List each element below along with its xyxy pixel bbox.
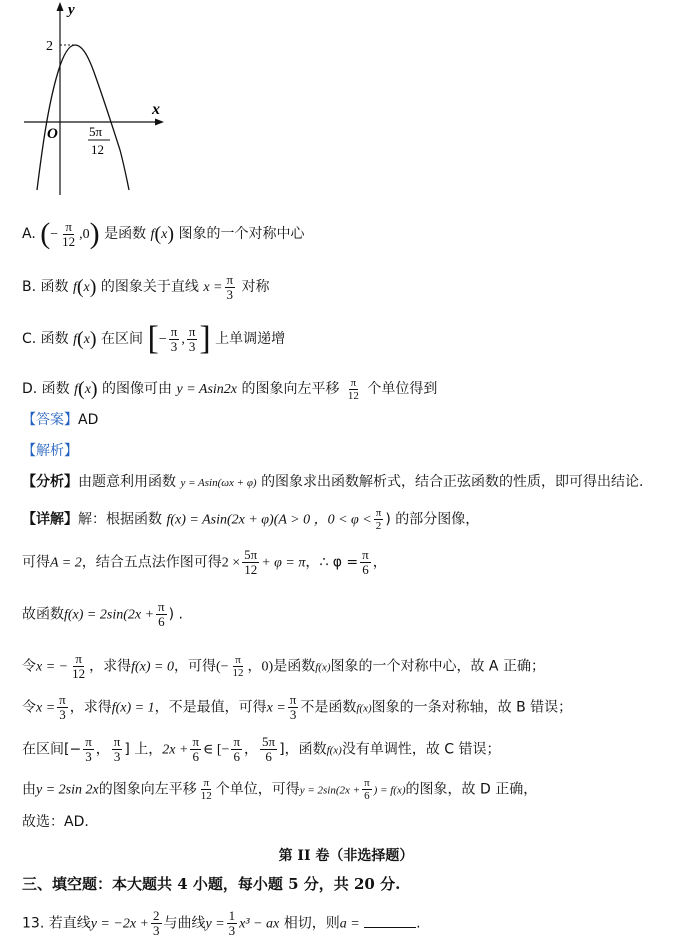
line-D: 由y = 2sin 2x的图象向左平移 $\frac{\pi}{12}$ 个单位，可得y = 2sin(2x + $\frac{\pi}{6}$ ) = f(x)的图象，故 D 正确， — [22, 777, 538, 802]
option-b: B. 函数 f(x) 的图象关于直线 x = $\frac{\pi}{3}$ 对称 — [22, 271, 270, 302]
x-tick-denominator: 12 — [91, 142, 104, 157]
option-a: A. (− $\frac{\pi}{12}$ ,0) 是函数 f(x) 图象的一个对称中心 — [22, 217, 305, 250]
choice-line: 故选：AD. — [22, 814, 89, 830]
option-c: C. 函数 f(x) 在区间 [− $\frac{\pi}{3}$ , $\frac{\pi}{3}$ ] 上单调递增 — [22, 320, 286, 357]
line-a2: 可得A = 2，结合五点法作图可得2 × $\frac{5\pi}{12}$ + φ = π，∴ φ = $\frac{\pi}{6}$ ， — [22, 547, 387, 577]
answer-tag: 【答案】 — [22, 412, 78, 428]
part-title: 第 II 卷（非选择题） — [278, 848, 414, 864]
answer-blank[interactable] — [364, 913, 416, 928]
function-graph — [20, 0, 180, 200]
line-func: 故函数f(x) = 2sin(2x + $\frac{\pi}{6}$ ) . — [22, 599, 183, 629]
y-tick-label: 2 — [46, 39, 53, 54]
x-axis-label: x — [152, 101, 160, 118]
fenxi-line: 【分析】由题意利用函数 y = Asin(ωx + φ) 的图象求出函数解析式，结合正弦函数的性质，即可得出结论. — [22, 474, 644, 490]
line-A: 令x = − $\frac{\pi}{12}$ ，求得f(x) = 0，可得(− $\frac{\pi}{12}$ ，0)是函数f(x)图象的一个对称中心，故 A 正确； — [22, 651, 545, 681]
analysis-tag: 【解析】 — [22, 443, 78, 459]
line-C: 在区间[− $\frac{\pi}{3}$ ， $\frac{\pi}{3}$ ] 上，2x + $\frac{\pi}{6}$ ∈ [− $\frac{\pi}{6}$ ， $\frac{5\pi}{6}$ ]，函数f(x)没有单调性，故 C 错误； — [22, 734, 501, 764]
option-d: D. 函数 f(x) 的图像可由 y = Asin2x 的图象向左平移 $\frac{\pi}{12}$ 个单位得到 — [22, 376, 438, 402]
line-B: 令x = $\frac{\pi}{3}$ ，求得f(x) = 1，不是最值，可得x = $\frac{\pi}{3}$ 不是函数f(x)图象的一条对称轴，故 B 错误； — [22, 692, 573, 722]
x-axis-arrow — [155, 119, 164, 126]
answer-value: AD — [78, 412, 99, 428]
origin-label: O — [47, 126, 58, 142]
analysis-tag-line — [22, 441, 78, 461]
section-title: 三、填空题：本大题共 4 小题，每小题 5 分，共 20 分. — [22, 875, 401, 893]
xiangjie-line: 【详解】解：根据函数 f(x) = Asin(2x + φ)(A > 0 ，0 < φ < $\frac{\pi}{2}$ ) 的部分图像， — [22, 507, 480, 532]
answer-line — [22, 410, 98, 430]
sine-curve — [37, 45, 129, 190]
question-13: 13. 若直线y = −2x + $\frac{2}{3}$ 与曲线y = $\frac{1}{3}$ x³ − ax 相切，则a = . — [22, 908, 421, 938]
y-axis-arrow — [57, 2, 64, 11]
x-tick-numerator: 5π — [89, 124, 103, 139]
y-axis-label: y — [68, 2, 75, 18]
